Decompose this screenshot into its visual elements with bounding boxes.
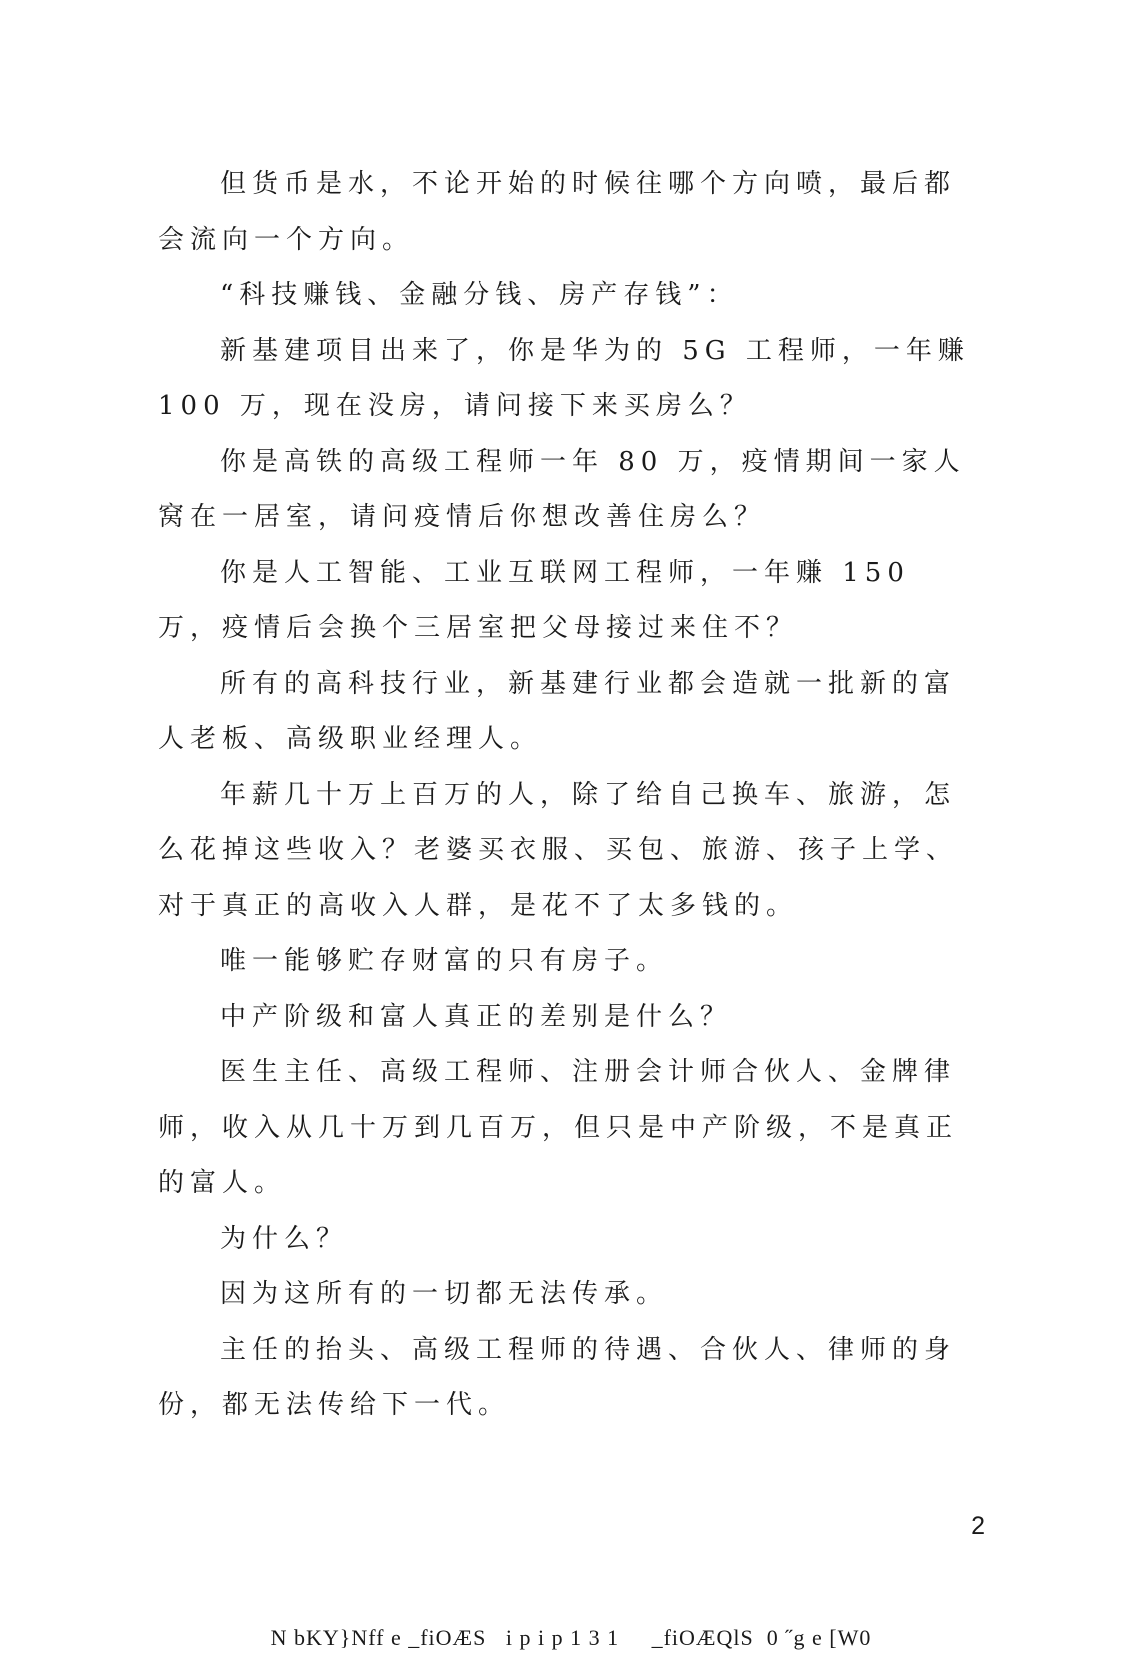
body-text <box>158 157 973 1434</box>
paragraph: 但货币是水，不论开始的时候往哪个方向喷，最后都会流向一个方向。 <box>158 169 957 255</box>
paragraph: “科技赚钱、金融分钱、房产存钱”： <box>220 280 739 310</box>
paragraph: 你是高铁的高级工程师一年 80 万，疫情期间一家人窝在一居室，请问疫情后你想改善住房么？ <box>158 446 966 532</box>
page-footer: N bKY}Nff e _fiOÆS i p i p 1 3 1 _fiOÆQlS 0 ˝g e [W0 <box>270 1625 872 1650</box>
paragraph: 你是人工智能、工业互联网工程师，一年赚 150 万，疫情后会换个三居室把父母接过来住不？ <box>158 557 910 643</box>
paragraph: 中产阶级和富人真正的差别是什么？ <box>220 1001 733 1032</box>
paragraph: 主任的抬头、高级工程师的待遇、合伙人、律师的身份，都无法传给下一代。 <box>158 1334 957 1420</box>
paragraph: 新基建项目出来了，你是华为的 5G 工程师，一年赚 100 万，现在没房，请问接下来买房么？ <box>158 335 970 421</box>
paragraph: 年薪几十万上百万的人，除了给自己换车、旅游，怎么花掉这些收入？老婆买衣服、买包、旅游、孩子上学、对于真正的高收入人群，是花不了太多钱的。 <box>158 779 959 921</box>
paragraph: 为什么？ <box>220 1223 349 1254</box>
paragraph: 所有的高科技行业，新基建行业都会造就一批新的富人老板、高级职业经理人。 <box>158 668 957 754</box>
paragraph: 唯一能够贮存财富的只有房子。 <box>220 946 669 976</box>
page-number: 2 <box>971 1512 985 1540</box>
paragraph: 因为这所有的一切都无法传承。 <box>220 1279 669 1309</box>
paragraph: 医生主任、高级工程师、注册会计师合伙人、金牌律师，收入从几十万到几百万，但只是中产阶级，不是真正的富人。 <box>158 1057 959 1198</box>
